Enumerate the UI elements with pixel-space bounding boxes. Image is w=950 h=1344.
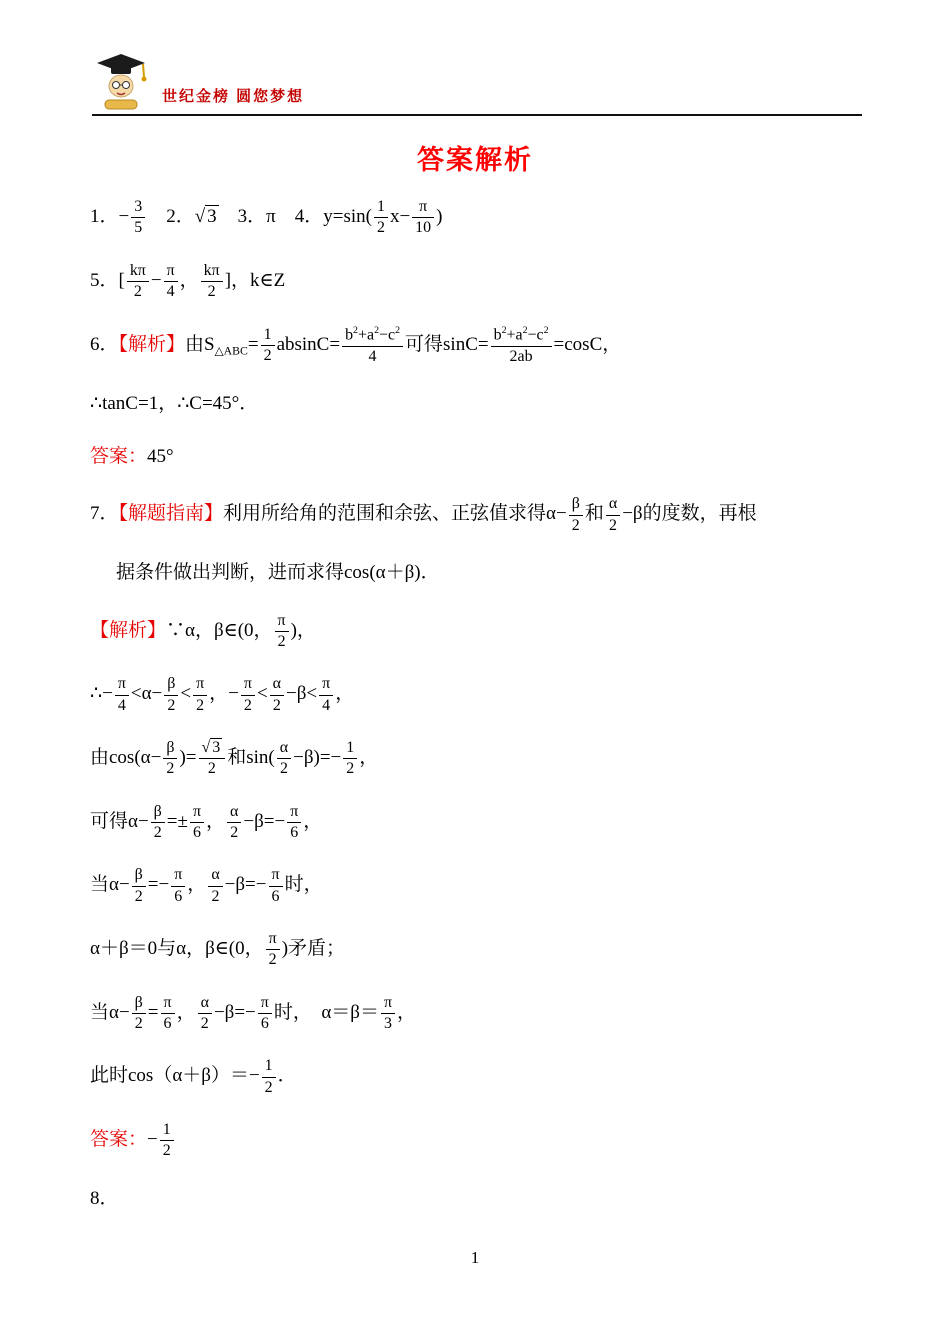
fraction: $\frac{\pi}{4}$ <box>164 262 178 302</box>
header <box>92 48 862 116</box>
text-line: 7．【解题指南】利用所给角的范围和余弦、正弦值求得α− $\frac{\beta}{2}$ 和 $\frac{\alpha}{2}$ −β的度数，再根 <box>90 495 757 534</box>
text-line: ∴− $\frac{\pi}{4}$ <α− $\frac{\beta}{2}$ < $\frac{\pi}{2}$ ，− $\frac{\pi}{2}$ < $\frac{\alpha}{2}$ −β< $\frac{\pi}{4}$ ， <box>90 675 355 714</box>
fraction: $\frac{\pi}{2}$ <box>266 930 280 970</box>
sqrt: √ 3 <box>201 738 221 756</box>
fraction: $\frac{\pi}{4}$ <box>115 675 129 715</box>
page-title: 答案解析 <box>417 145 533 175</box>
fraction: $\frac{3}{5}$ <box>131 198 145 238</box>
fraction: $\frac{\pi}{4}$ <box>319 675 333 715</box>
text-line: 5．[ $\frac{k\pi}{2}$ − $\frac{\pi}{4}$ ， $\frac{k\pi}{2}$ ]，k∈Z <box>90 261 286 301</box>
fraction: $\frac{\beta}{2}$ <box>163 739 177 779</box>
fraction: $\frac{\pi}{2}$ <box>275 612 289 652</box>
fraction: $\frac{\alpha}{2}$ <box>606 495 620 535</box>
text-line: ∴tanC=1，∴C=45°． <box>90 393 259 415</box>
fraction: $\frac{1}{2}$ <box>343 739 357 779</box>
fraction: $\frac{\pi}{10}$ <box>412 198 434 238</box>
fraction: $\frac{\pi}{6}$ <box>258 994 272 1034</box>
text-line: 据条件做出判断，进而求得cos(α＋β)． <box>116 562 440 584</box>
answer-content <box>90 198 868 1237</box>
text-line: 答案：− $\frac{1}{2}$ <box>90 1121 868 1161</box>
text-line: 当α− $\frac{\beta}{2}$ = $\frac{\pi}{6}$ ， $\frac{\alpha}{2}$ −β=− $\frac{\pi}{6}$ 时， α＝β＝ $\frac{\pi}{3}$ ， <box>90 993 417 1033</box>
text-line: 当α− $\frac{\beta}{2}$ =− $\frac{\pi}{6}$ ， $\frac{\alpha}{2}$ −β=− $\frac{\pi}{6}$ 时， <box>90 866 323 905</box>
text-line: 由cos(α− $\frac{\beta}{2}$ )= $\frac{√ 3}{2}$ 和sin( $\frac{\alpha}{2}$ −β)=− $\frac{1}{2}$ ， <box>90 738 379 778</box>
fraction: $\frac{b^2+a^2-c^2}{4}$ <box>342 325 403 366</box>
fraction: $\frac{\pi}{6}$ <box>161 994 175 1034</box>
fraction: $\frac{\pi}{2}$ <box>193 675 207 715</box>
fraction: $\frac{1}{2}$ <box>160 1121 174 1161</box>
fraction: $\frac{\alpha}{2}$ <box>208 866 222 906</box>
text-line: 6．【解析】由$S_{\triangle ABC}=$ $\frac{1}{2}$ absinC= $\frac{b^2+a^2-c^2}{4}$ 可得sinC= $\frac{b^2+a^2-c^2}{2ab}$ =cosC， <box>90 325 622 366</box>
text-line: 答案：45° <box>90 445 174 467</box>
fraction: $\frac{\beta}{2}$ <box>151 803 165 843</box>
fraction: $\frac{\pi}{6}$ <box>190 803 204 843</box>
page-number: 1 <box>470 1248 480 1267</box>
fraction: $\frac{\pi}{2}$ <box>241 675 255 715</box>
text-line: 此时cos（α＋β）＝− $\frac{1}{2}$ ． <box>90 1057 297 1096</box>
sqrt: √ 3 <box>194 206 217 228</box>
fraction: $\frac{\pi}{6}$ <box>171 866 185 906</box>
fraction: $\frac{\beta}{2}$ <box>569 495 583 535</box>
scholar-graduation-cap-icon <box>92 50 150 112</box>
text-line: α＋β＝0与α，β∈(0， $\frac{\pi}{2}$ )矛盾； <box>90 930 346 969</box>
text-line: 8． <box>90 1187 119 1209</box>
fraction: $\frac{\alpha}{2}$ <box>227 803 241 843</box>
fraction: $\frac{√ 3}{2}$ <box>199 739 226 779</box>
text-line: 【解析】∵α，β∈(0， $\frac{\pi}{2}$ )， <box>90 611 316 650</box>
fraction: $\frac{\pi}{6}$ <box>269 866 283 906</box>
fraction: $\frac{\beta}{2}$ <box>164 675 178 715</box>
brand-text: 世纪金榜 圆您梦想 <box>162 88 305 105</box>
fraction: $\frac{\beta}{2}$ <box>132 866 146 906</box>
fraction: $\frac{k\pi}{2}$ <box>201 262 223 302</box>
fraction: $\frac{\alpha}{2}$ <box>277 739 291 779</box>
text-line: 1．− $\frac{3}{5}$ 2．√ 3 3．π 4．y=sin( $\frac{1}{2}$ x− $\frac{\pi}{10}$ ) <box>90 198 443 237</box>
fraction: $\frac{1}{2}$ <box>261 326 275 366</box>
fraction: $\frac{\alpha}{2}$ <box>270 675 284 715</box>
text-line: 可得α− $\frac{\beta}{2}$ =± $\frac{\pi}{6}$ ， $\frac{\alpha}{2}$ −β=− $\frac{\pi}{6}$ ， <box>90 802 323 841</box>
fraction: $\frac{1}{2}$ <box>374 198 388 238</box>
fraction: $\frac{b^2+a^2-c^2}{2ab}$ <box>491 325 552 366</box>
fraction: $\frac{\pi}{6}$ <box>287 803 301 843</box>
fraction: $\frac{\pi}{3}$ <box>381 994 395 1034</box>
fraction: $\frac{\alpha}{2}$ <box>198 994 212 1034</box>
fraction: $\frac{k\pi}{2}$ <box>127 262 149 302</box>
fraction: $\frac{\beta}{2}$ <box>132 994 146 1034</box>
fraction: $\frac{1}{2}$ <box>262 1057 276 1097</box>
